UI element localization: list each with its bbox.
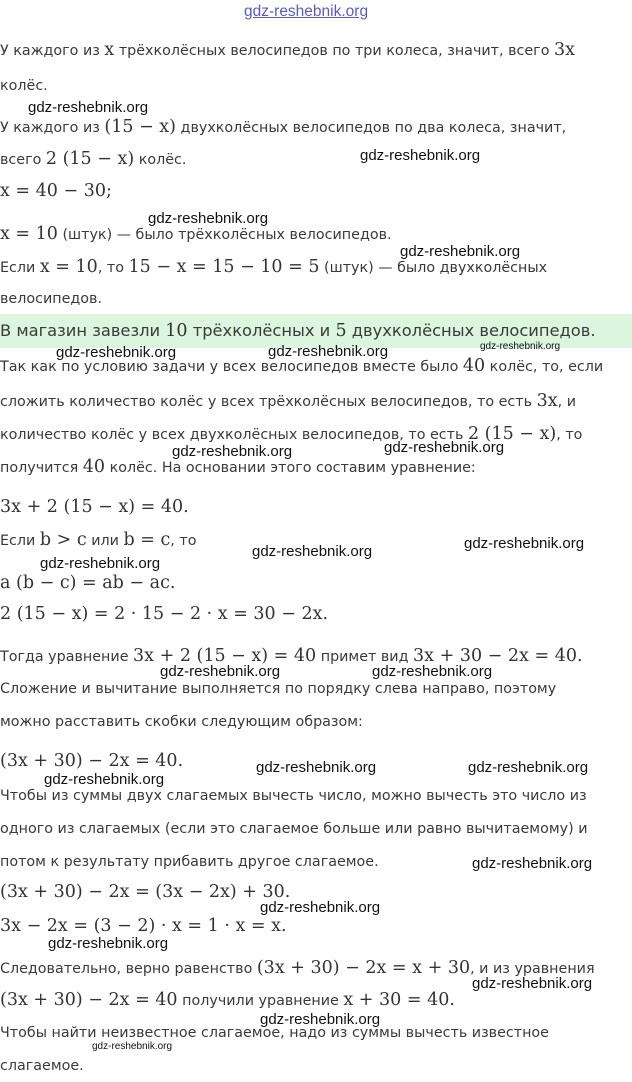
text-line: велосипедов. (0, 291, 103, 307)
watermark: gdz-reshebnik.org (468, 759, 589, 776)
watermark: gdz-reshebnik.org (472, 975, 593, 992)
equation: 2 (15 − x) = 2 · 15 − 2 · x = 30 − 2x. (0, 604, 329, 624)
watermark: gdz-reshebnik.org (464, 535, 585, 552)
watermark: gdz-reshebnik.org (260, 1011, 381, 1028)
text-line: можно расставить скобки следующим образом: (0, 714, 363, 730)
text-line: Чтобы из суммы двух слагаемых вычесть число, можно вычесть это число из (0, 788, 587, 804)
watermark: gdz-reshebnik.org (268, 343, 389, 360)
text-line: слагаемое. (0, 1058, 84, 1074)
equation: a (b − c) = ab − ac. (0, 573, 176, 593)
text-line: Если b > c или b = c, то (0, 530, 197, 550)
watermark: gdz-reshebnik.org (472, 855, 593, 872)
equation: 3x + 2 (15 − x) = 40. (0, 497, 189, 517)
text-line: получится 40 колёс. На основании этого составим уравнение: (0, 457, 476, 477)
watermark-link[interactable]: gdz-reshebnik.org (244, 3, 369, 20)
equation: (3x + 30) − 2x = (3x − 2x) + 30. (0, 882, 291, 902)
text-line: x = 10 (штук) — было трёхколёсных велосипедов. (0, 224, 392, 244)
text-line: Сложение и вычитание выполняется по порядку слева направо, поэтому (0, 681, 557, 697)
watermark: gdz-reshebnik.org (400, 243, 521, 260)
watermark: gdz-reshebnik.org (372, 663, 493, 680)
watermark: gdz-reshebnik.org (360, 147, 481, 164)
watermark: gdz-reshebnik.org (480, 341, 561, 352)
text-line: Чтобы найти неизвестное слагаемое, надо из суммы вычесть известное (0, 1025, 549, 1041)
watermark: gdz-reshebnik.org (148, 210, 269, 227)
answer-text: В магазин завезли 10 трёхколёсных и 5 двухколёсных велосипедов. (0, 321, 596, 341)
text-line: У каждого из x трёхколёсных велосипедов по три колеса, значит, всего 3x (0, 40, 575, 60)
equation: (3x + 30) − 2x = 40. (0, 751, 184, 771)
watermark: gdz-reshebnik.org (256, 759, 377, 776)
watermark: gdz-reshebnik.org (28, 99, 149, 116)
watermark: gdz-reshebnik.org (48, 935, 169, 952)
text-line: всего 2 (15 − x) колёс. (0, 149, 187, 169)
equation: x = 40 − 30; (0, 181, 112, 201)
watermark: gdz-reshebnik.org (56, 344, 177, 361)
watermark: gdz-reshebnik.org (252, 543, 373, 560)
text-line: Следовательно, верно равенство (3x + 30) − 2x = x + 30, и из уравнения (0, 958, 595, 978)
text-line: колёс. (0, 78, 48, 94)
watermark: gdz-reshebnik.org (172, 443, 293, 460)
text-line: сложить количество колёс у всех трёхколёсных велосипедов, то есть 3x, и (0, 391, 577, 411)
text-line: количество колёс у всех двухколёсных велосипедов, то есть 2 (15 − x), то (0, 424, 583, 444)
text-line: потом к результату прибавить другое слагаемое. (0, 854, 379, 870)
watermark: gdz-reshebnik.org (92, 1041, 173, 1052)
watermark: gdz-reshebnik.org (40, 555, 161, 572)
text-line: Если x = 10, то 15 − x = 15 − 10 = 5 (штук) — было двухколёсных (0, 257, 548, 277)
text-line: У каждого из (15 − x) двухколёсных велосипедов по два колеса, значит, (0, 117, 567, 137)
watermark: gdz-reshebnik.org (44, 771, 165, 788)
equation: 3x − 2x = (3 − 2) · x = 1 · x = x. (0, 916, 287, 936)
watermark: gdz-reshebnik.org (384, 439, 505, 456)
text-line: (3x + 30) − 2x = 40 получили уравнение x + 30 = 40. (0, 990, 455, 1010)
watermark: gdz-reshebnik.org (260, 899, 381, 916)
watermark: gdz-reshebnik.org (160, 663, 281, 680)
text-line: Тогда уравнение 3x + 2 (15 − x) = 40 примет вид 3x + 30 − 2x = 40. (0, 646, 583, 666)
text-line: Так как по условию задачи у всех велосипедов вместе было 40 колёс, то, если (0, 356, 604, 376)
text-line: одного из слагаемых (если это слагаемое больше или равно вычитаемому) и (0, 821, 588, 837)
